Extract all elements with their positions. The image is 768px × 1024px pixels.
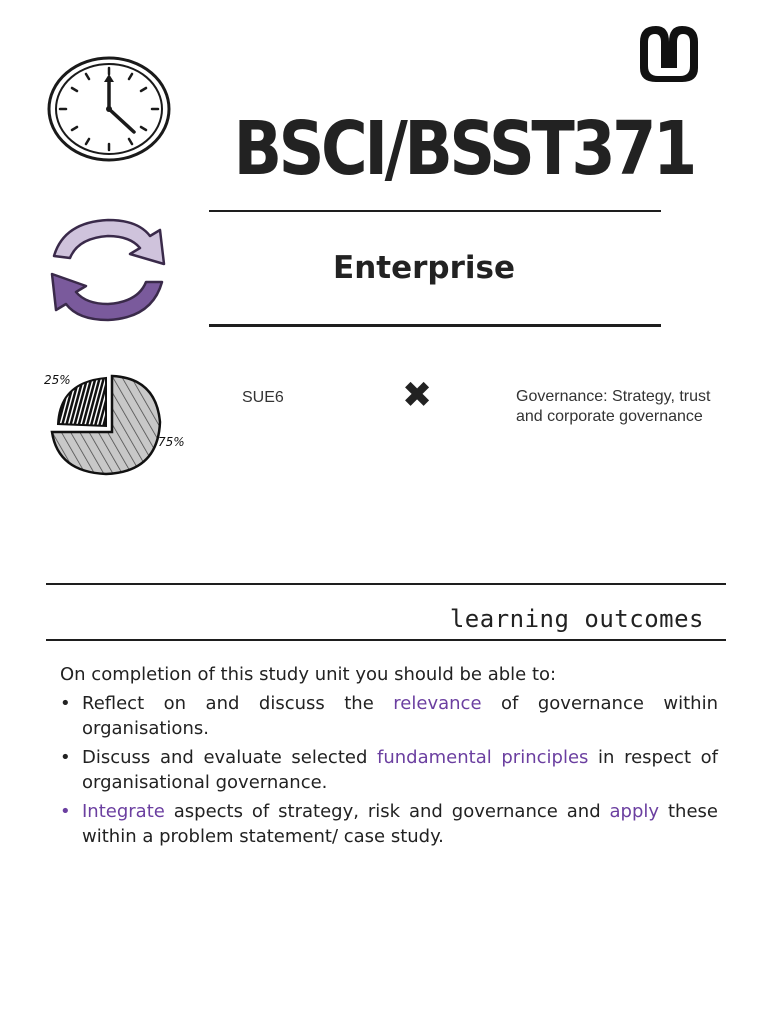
outcome-highlight: fundamental principles xyxy=(377,747,589,768)
cycle-arrows-icon xyxy=(46,212,170,328)
outcomes-list xyxy=(60,691,718,849)
bullet: • xyxy=(60,747,71,768)
outcome-text: Reflect on and discuss the xyxy=(82,693,394,714)
clock-icon xyxy=(46,54,174,164)
bullet: • xyxy=(60,693,71,714)
outcomes-divider-bottom xyxy=(46,639,726,641)
course-name-subtitle: Enterprise xyxy=(333,250,515,286)
outcome-highlight: apply xyxy=(609,801,660,822)
learning-outcomes-heading: learning outcomes xyxy=(449,605,704,633)
outcome-text: these within a problem statement/ case study. xyxy=(82,801,718,847)
title-divider-top xyxy=(209,210,661,212)
university-logo-icon xyxy=(636,24,702,84)
outcome-highlight: Integrate xyxy=(82,801,165,822)
title-divider-bottom xyxy=(209,324,661,327)
outcome-text: Discuss and evaluate selected xyxy=(82,747,378,768)
outcome-item xyxy=(60,799,718,849)
outcomes-divider-top xyxy=(46,583,726,585)
bullet: • xyxy=(60,801,71,822)
pie-label-small: 25% xyxy=(44,373,71,387)
outcomes-intro: On completion of this study unit you should be able to: xyxy=(60,664,557,685)
pie-label-large: 75% xyxy=(158,435,185,449)
pie-chart-sketch-icon xyxy=(40,364,188,482)
outcome-text: of governance within organisations. xyxy=(82,693,719,739)
learning-outcomes-body xyxy=(60,662,718,853)
course-code-title: BSCI/BSST371 xyxy=(233,106,694,192)
outcome-highlight: relevance xyxy=(393,693,482,714)
study-unit-code: SUE6 xyxy=(242,389,284,406)
outcome-text: in respect of organisational governance. xyxy=(82,747,718,793)
outcome-item xyxy=(60,691,718,741)
study-unit-topic: Governance: Strategy, trust and corporate governance xyxy=(516,388,711,425)
outcome-text: aspects of strategy, risk and governance and xyxy=(164,801,610,822)
outcome-item xyxy=(60,745,718,795)
cross-icon: ✖ xyxy=(402,375,433,416)
